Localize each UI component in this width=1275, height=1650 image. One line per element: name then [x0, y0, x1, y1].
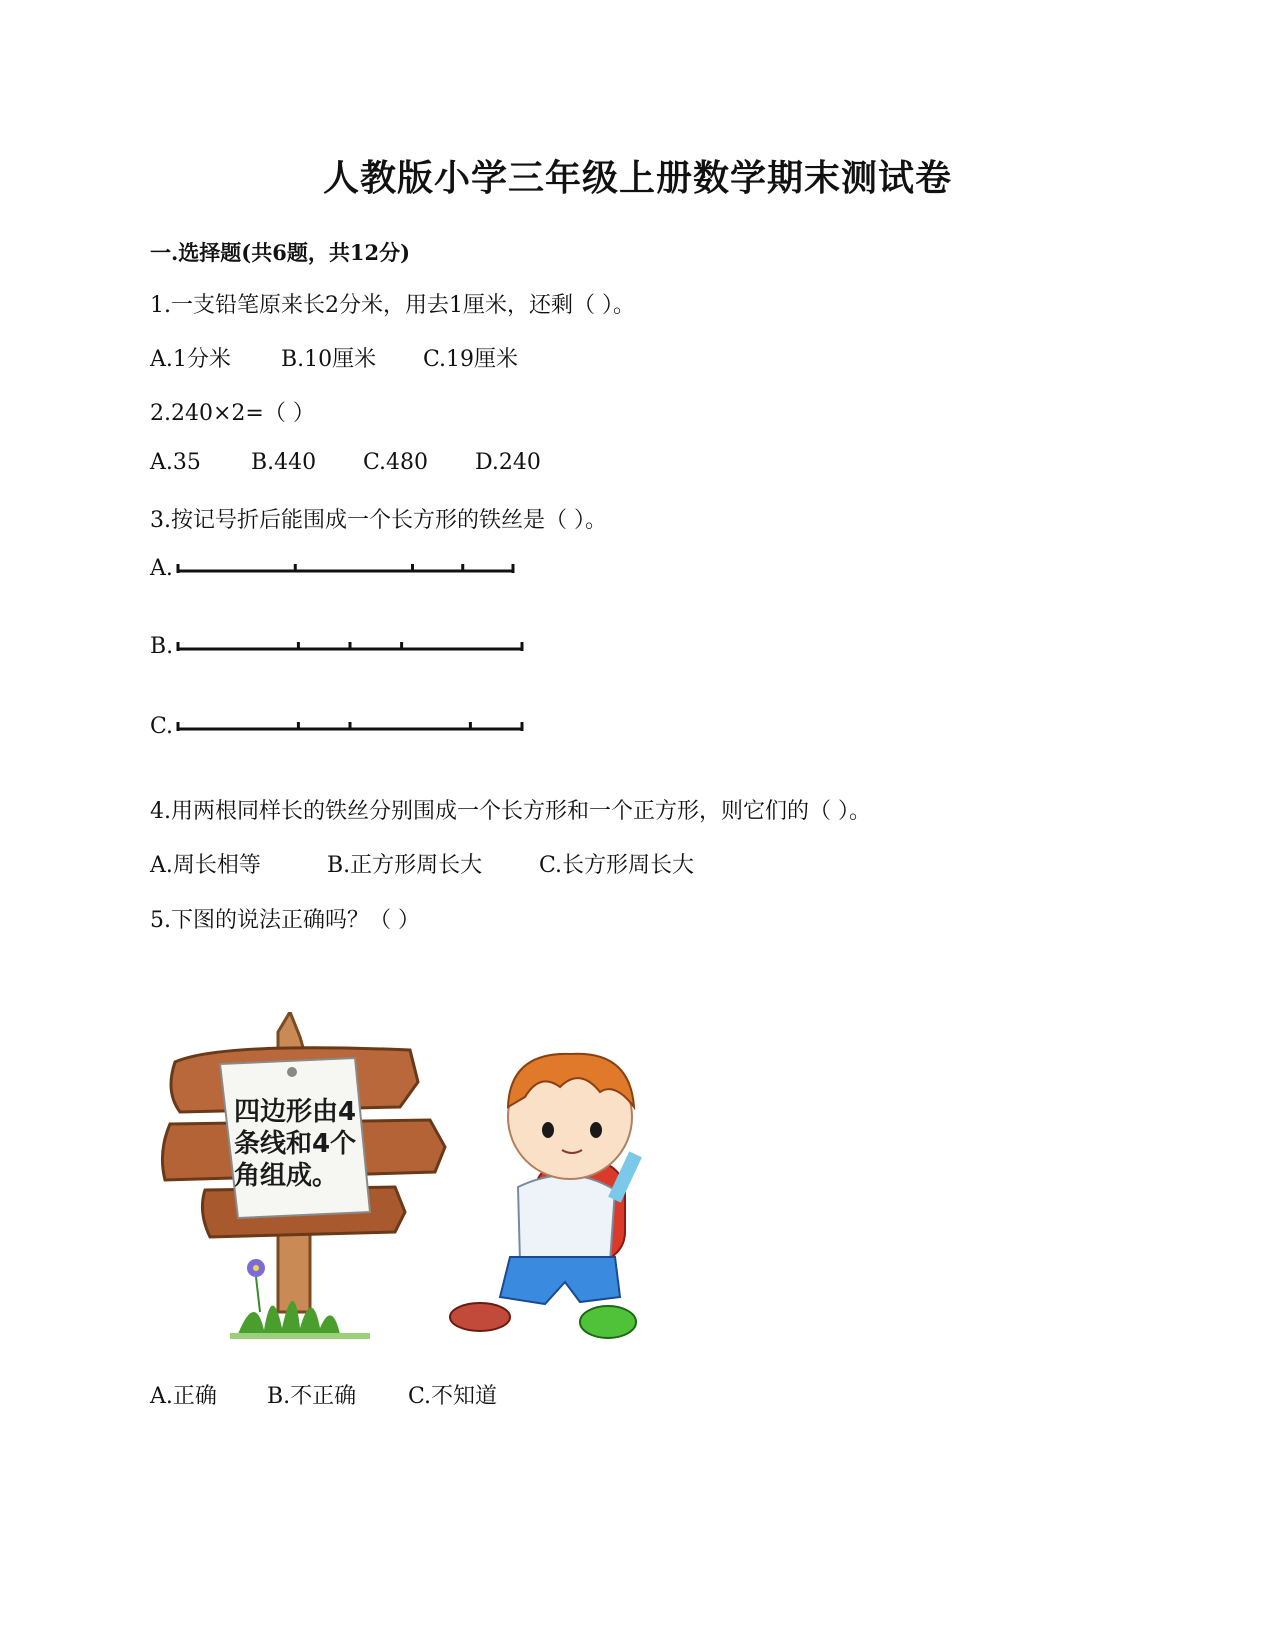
segment-option-label: B. — [150, 634, 174, 659]
option-b[interactable]: B.正方形周长大 — [327, 853, 483, 878]
question-3-stem: 3.按记号折后能围成一个长方形的铁丝是（ ）。 — [150, 508, 607, 533]
wire-segment-b — [176, 634, 536, 664]
segment-option-label: A. — [150, 556, 173, 581]
question-5-stem: 5.下图的说法正确吗？（ ） — [150, 908, 420, 933]
option-a[interactable]: A.正确 — [150, 1384, 217, 1409]
question-1-stem: 1.一支铅笔原来长2分米，用去1厘米，还剩（ ）。 — [150, 293, 635, 318]
option-c[interactable]: C.长方形周长大 — [539, 853, 695, 878]
option-b[interactable]: B.440 — [251, 450, 317, 475]
option-d[interactable]: D.240 — [475, 450, 541, 475]
section-heading: 一.选择题(共6题，共12分) — [150, 240, 411, 265]
sign-text-line-3: 角组成。 — [234, 1161, 339, 1191]
option-c[interactable]: C.480 — [363, 450, 429, 475]
segment-option-label: C. — [150, 714, 174, 739]
wire-segment-c — [176, 714, 536, 744]
sign-text-line-2: 条线和4个 — [234, 1129, 357, 1159]
question-2-stem: 2.240×2=（ ） — [150, 401, 315, 426]
wire-segment-a — [176, 556, 536, 586]
question-4-stem: 4.用两根同样长的铁丝分别围成一个长方形和一个正方形，则它们的（ ）。 — [150, 799, 871, 824]
question-4-options — [150, 848, 694, 879]
option-c[interactable]: C.19厘米 — [423, 347, 519, 372]
question-1-options — [150, 342, 518, 373]
option-b[interactable]: B.不正确 — [267, 1384, 357, 1409]
option-b[interactable]: B.10厘米 — [281, 347, 377, 372]
pin-icon — [287, 1067, 297, 1077]
page-title: 人教版小学三年级上册数学期末测试卷 — [322, 157, 952, 199]
option-a[interactable]: A.35 — [150, 450, 201, 475]
question-5-options — [150, 1379, 497, 1410]
option-c[interactable]: C.不知道 — [408, 1384, 498, 1409]
grass — [238, 1301, 340, 1334]
question-2-options — [150, 450, 541, 475]
option-a[interactable]: A.周长相等 — [150, 853, 261, 878]
boy-character — [450, 1054, 642, 1338]
signpost-boy-illustration — [160, 1012, 680, 1392]
sign-text-line-1: 四边形由4 — [234, 1097, 357, 1127]
option-a[interactable]: A.1分米 — [150, 347, 231, 372]
